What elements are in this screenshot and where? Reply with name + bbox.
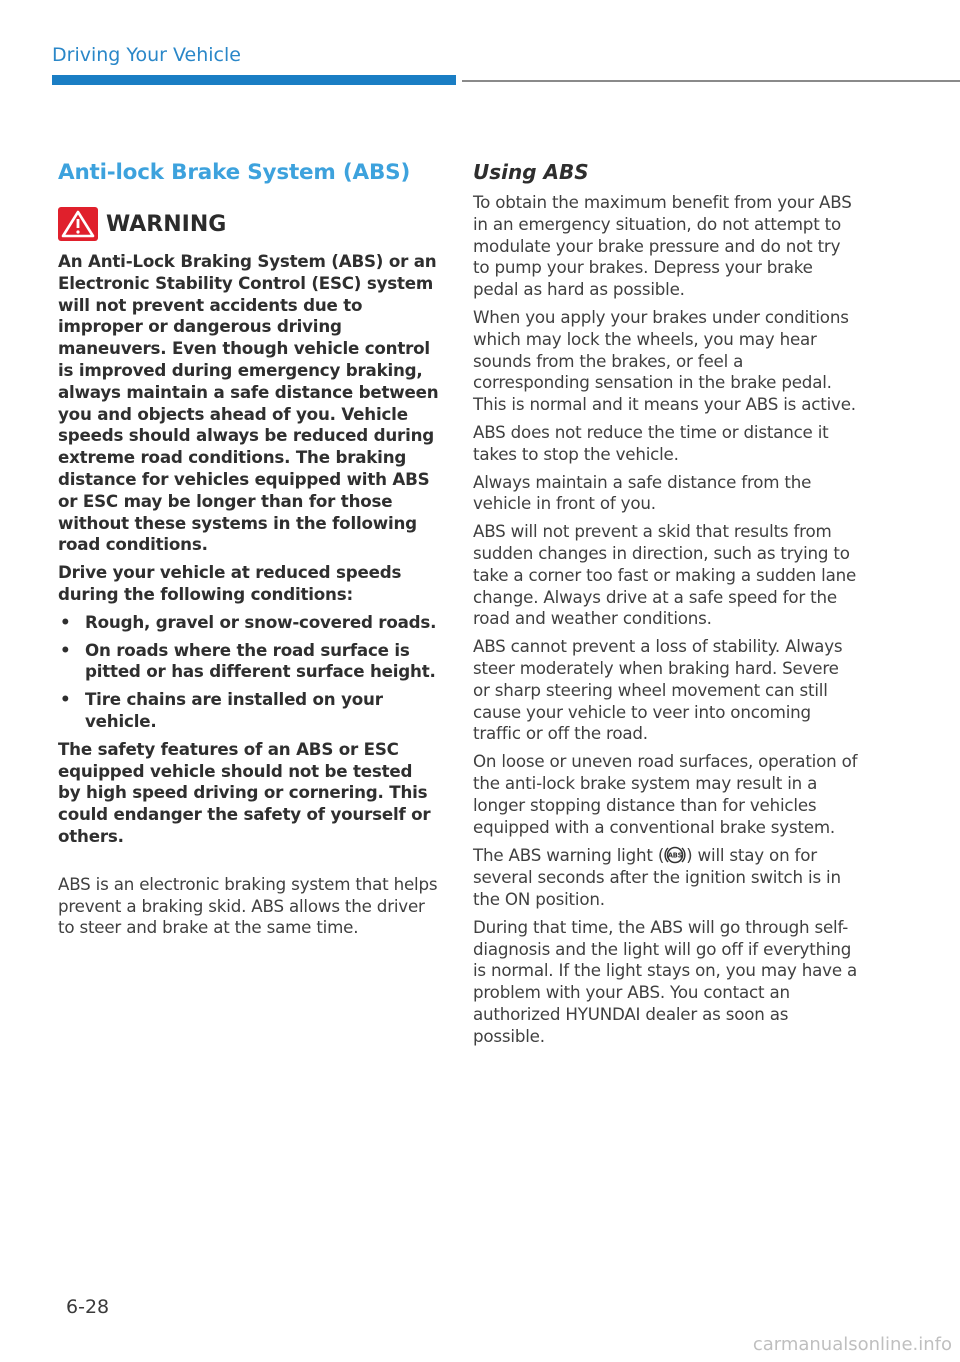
text-segment: The ABS warning light ( <box>473 845 665 866</box>
paragraph: ABS does not reduce the time or distance it takes to stop the vehicle. <box>473 421 829 464</box>
abs-warning-light-icon <box>664 844 686 866</box>
using-abs-title: Using ABS <box>473 160 589 184</box>
list-item <box>58 640 440 684</box>
header-rule-gray <box>462 80 960 82</box>
bullet-text: Rough, gravel or snow-covered roads. <box>85 611 437 632</box>
abs-intro-paragraph: ABS is an electronic braking system that helps prevent a braking skid. ABS allows the driver to steer and brake at the same time. <box>58 873 438 938</box>
warning-bullet-list <box>58 612 440 733</box>
paragraph: During that time, the ABS will go through self-diagnosis and the light will go off if everything is normal. If the light stays on, you may have a problem with your ABS. You contact an authorized HYUNDAI dealer as soon as possible. <box>473 916 858 1046</box>
bullet-marker: • <box>60 639 71 660</box>
warning-paragraph-2: Drive your vehicle at reduced speeds during the following conditions: <box>58 562 402 604</box>
bullet-marker: • <box>60 611 71 632</box>
warning-paragraph-3: The safety features of an ABS or ESC equipped vehicle should not be tested by high speed driving or cornering. This could endanger the safety of yourself or others. <box>58 738 431 846</box>
warning-heading <box>58 207 440 241</box>
section-title: Anti-lock Brake System (ABS) <box>58 160 411 185</box>
warning-label: WARNING <box>106 211 227 237</box>
list-item <box>58 689 440 733</box>
list-item <box>58 612 440 634</box>
warning-triangle-icon <box>58 207 98 241</box>
bullet-text: On roads where the road surface is pitted or has different surface height. <box>85 639 436 682</box>
page-header-section: Driving Your Vehicle <box>52 44 241 66</box>
text-segment: ) will stay on for several seconds after the ignition switch is in the ON position. <box>473 845 841 909</box>
svg-text:ABS: ABS <box>668 851 683 860</box>
paragraph: ABS will not prevent a skid that results from sudden changes in direction, such as trying to take a corner too fast or making a sudden lane change. Always drive at a safe speed for the road and weather conditions. <box>473 521 857 629</box>
bullet-marker: • <box>60 689 71 710</box>
bullet-text: Tire chains are installed on your vehicle. <box>85 689 383 731</box>
warning-paragraph-1: An Anti-Lock Braking System (ABS) or an Electronic Stability Control (ESC) system will not prevent accidents due to improper or dangerous driving maneuvers. Even though vehicle control is improved during emergency braking, always maintain a safe distance between you and objects ahead of you. Vehicle speeds should always be reduced during extreme road conditions. The braking distance for vehicles equipped with ABS or ESC may be longer than for those without these systems in the following road conditions. <box>58 251 439 555</box>
watermark-text: carmanualsonline.info <box>752 1334 952 1355</box>
header-rule-blue <box>52 75 456 85</box>
paragraph: ABS cannot prevent a loss of stability. Always steer moderately when braking hard. Severe or sharp steering wheel movement can still cause your vehicle to veer into oncoming traffic or off the road. <box>473 636 843 744</box>
abs-light-paragraph <box>473 844 858 910</box>
paragraph: Always maintain a safe distance from the vehicle in front of you. <box>473 471 812 514</box>
paragraph: To obtain the maximum benefit from your ABS in an emergency situation, do not attempt to modulate your brake pressure and do not try to pump your brakes. Depress your brake pedal as hard as possible. <box>473 192 852 300</box>
left-column <box>58 160 440 945</box>
paragraph: When you apply your brakes under conditions which may lock the wheels, you may hear sounds from the brakes, or feel a corresponding sensation in the brake pedal. This is normal and it means your ABS is active. <box>473 306 856 415</box>
paragraph: On loose or uneven road surfaces, operation of the anti-lock brake system may result in a longer stopping distance than for vehicles equipped with a conventional brake system. <box>473 751 858 837</box>
page-number: 6-28 <box>66 1296 110 1318</box>
right-column <box>473 160 858 1053</box>
